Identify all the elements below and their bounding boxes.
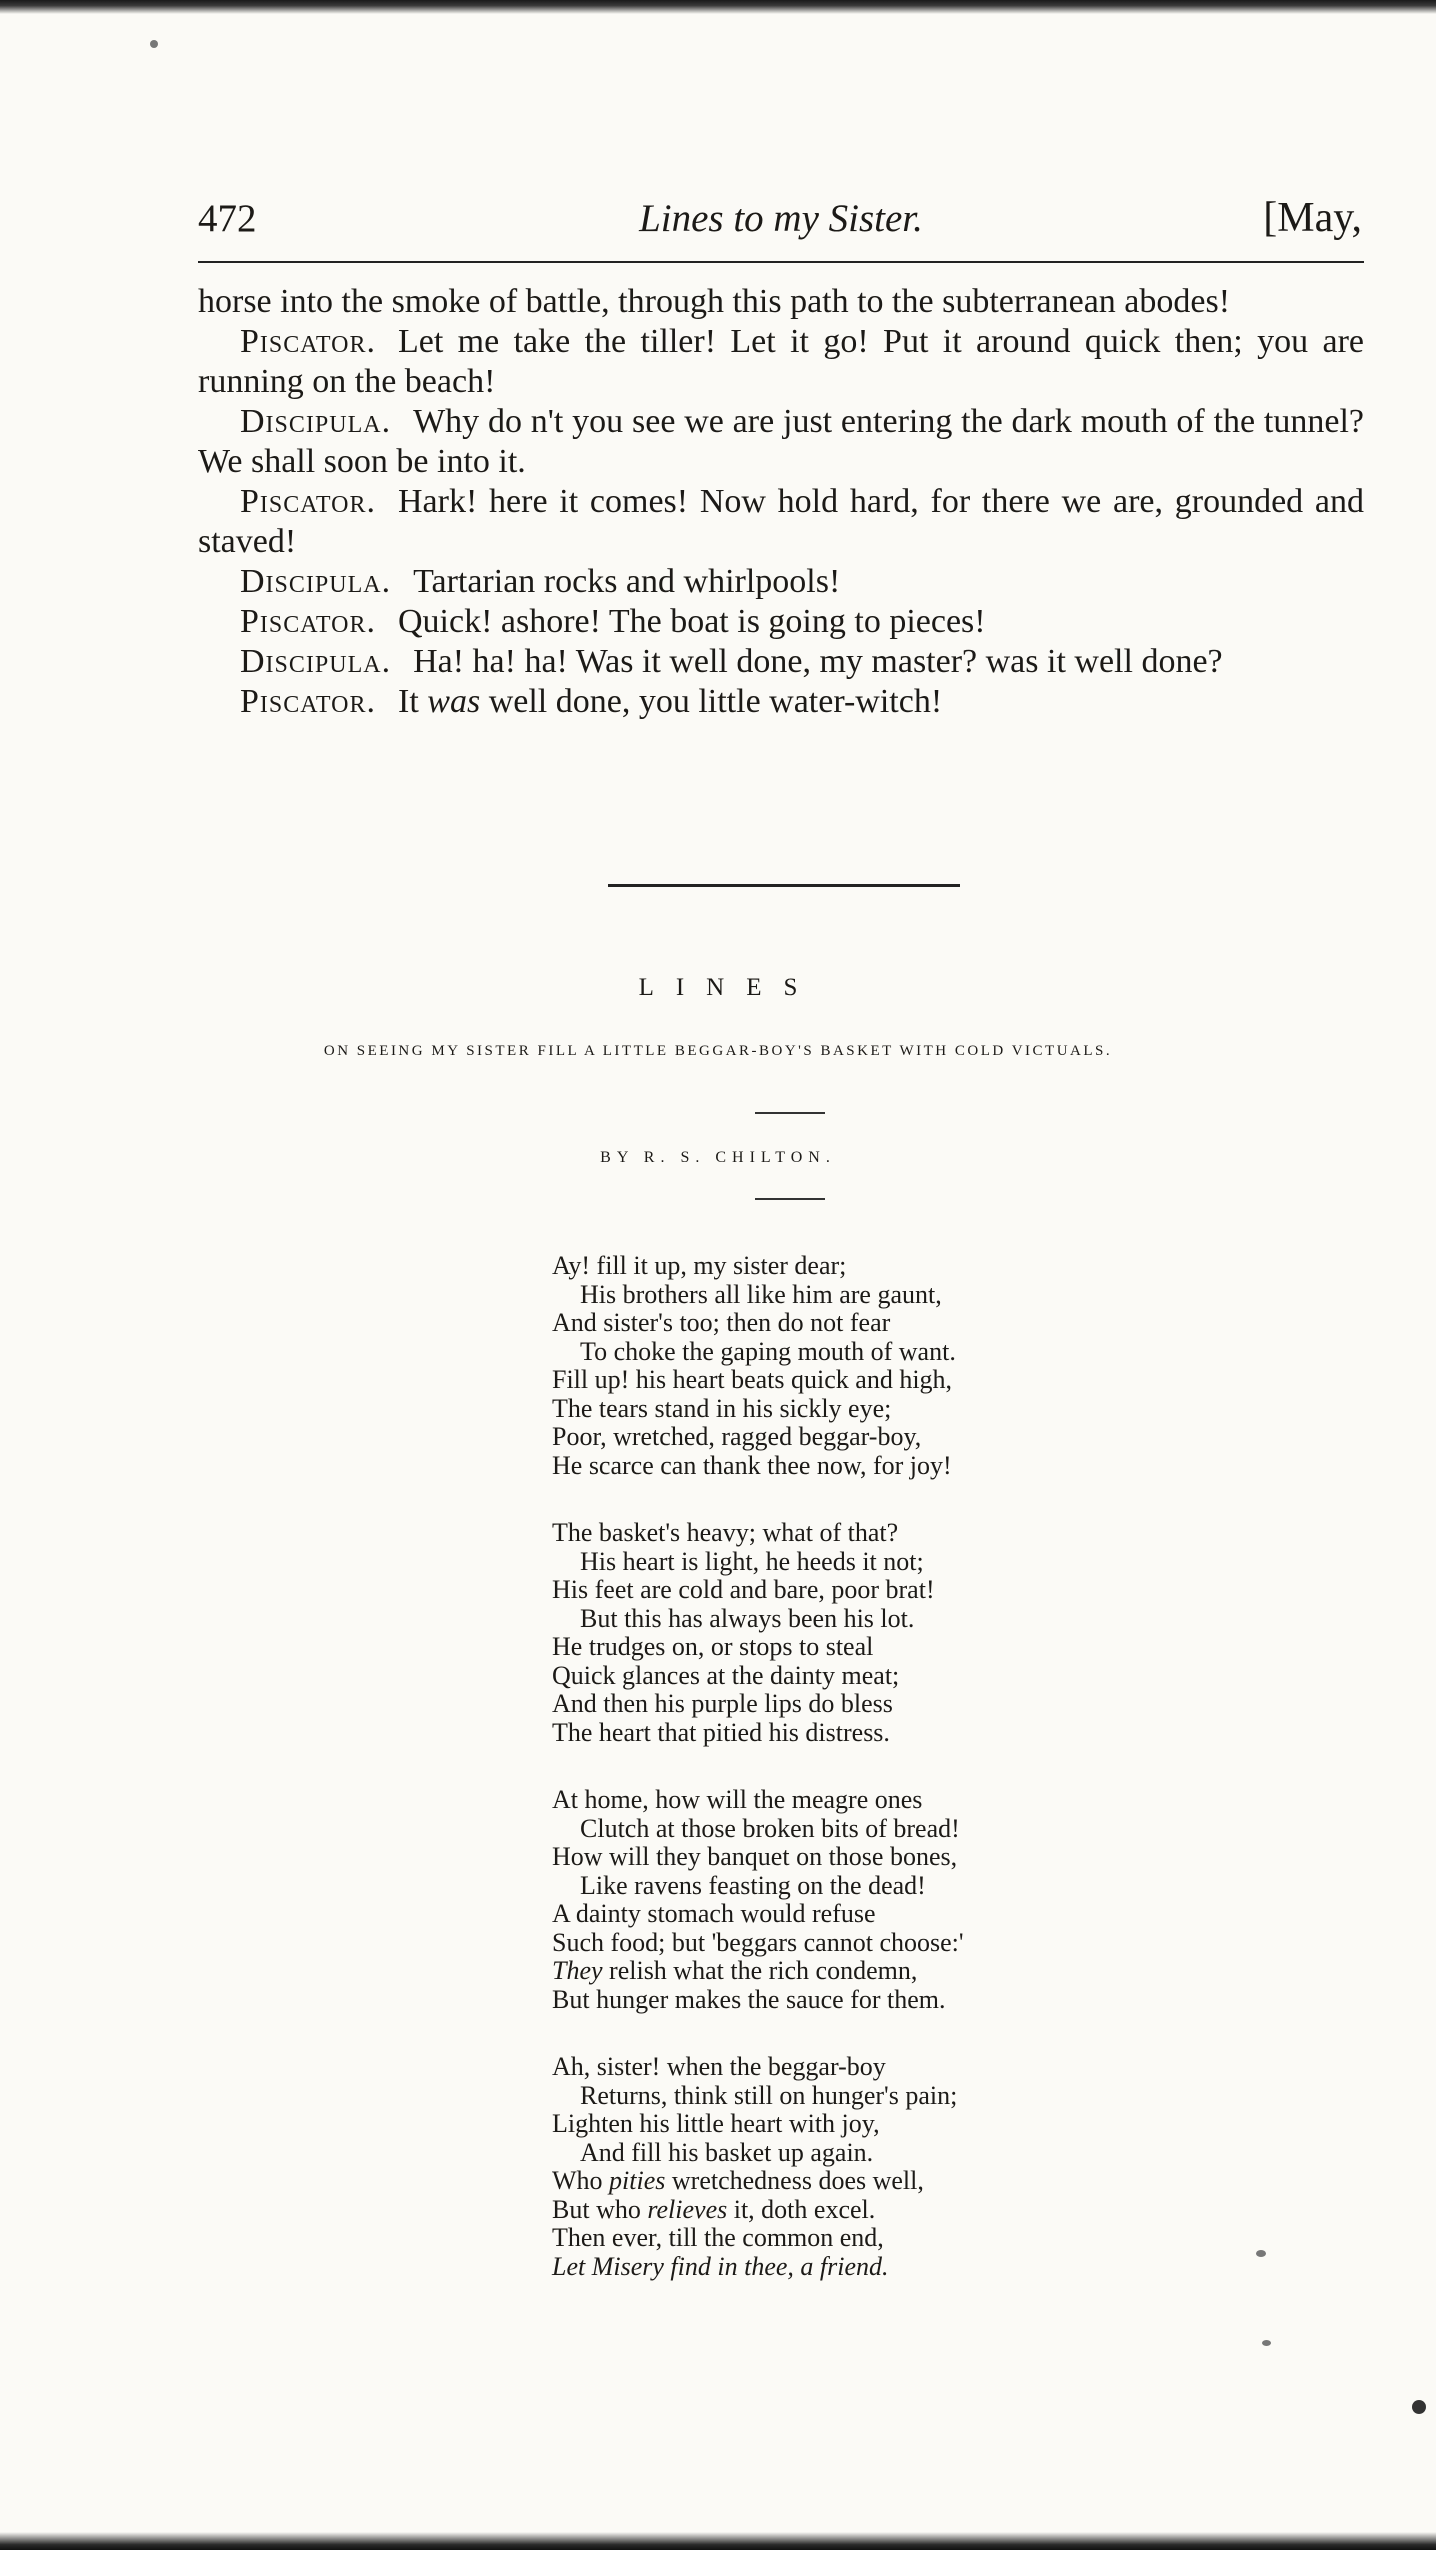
dialogue-text	[198, 282, 1364, 722]
poem-line-text: it, doth excel.	[727, 2194, 876, 2224]
dialogue-paragraph	[198, 282, 1364, 322]
dialogue-text-line: Why do n't you see we are just entering the dark mouth of the tunnel? We shall soon be into it.	[198, 403, 1364, 480]
dialogue-text-line: Quick! ashore! The boat is going to pieces!	[398, 603, 986, 640]
poem-line: His heart is light, he heeds it not;	[580, 1546, 924, 1576]
poem-line: To choke the gaping mouth of want.	[580, 1336, 956, 1366]
scan-edge-bottom	[0, 2532, 1436, 2550]
poem-line: He trudges on, or stops to steal	[552, 1632, 874, 1661]
poem-emphasis: They	[552, 1956, 603, 1985]
poem-line: The heart that pitied his distress.	[552, 1717, 890, 1747]
poem-line: Let Misery find in thee, a friend.	[552, 2251, 889, 2281]
short-rule	[755, 1112, 825, 1114]
poem-emphasis: relieves	[647, 2194, 728, 2224]
speaker-name: Piscator.	[240, 603, 376, 640]
short-rule	[755, 1198, 825, 1200]
section-divider	[608, 884, 960, 887]
poem-byline: BY R. S. CHILTON.	[600, 1149, 836, 1166]
poem-line: Such food; but 'beggars cannot choose:'	[552, 1927, 964, 1957]
poem-line-text: Who	[552, 2166, 610, 2195]
poem-emphasis: pities	[609, 2166, 666, 2195]
poem-stanza	[552, 2053, 1192, 2281]
dialogue-text-line: horse into the smoke of battle, through this path to the subterranean abodes!	[198, 283, 1231, 320]
header-rule	[198, 261, 1364, 263]
poem-line-text: But who	[552, 2194, 648, 2224]
speaker-name: Discipula.	[240, 403, 392, 440]
dialogue-emphasis: was	[427, 683, 481, 720]
poem-line: The tears stand in his sickly eye;	[552, 1393, 892, 1423]
page-number: 472	[198, 197, 257, 240]
dialogue-text-line: well done, you little water-witch!	[488, 683, 943, 720]
poem-line: He scarce can thank thee now, for joy!	[552, 1450, 952, 1480]
poem-stanza	[552, 1519, 1192, 1747]
scan-edge-top	[0, 0, 1436, 14]
poem-line: Like ravens feasting on the dead!	[580, 1870, 926, 1900]
poem-line: Returns, think still on hunger's pain;	[580, 2080, 958, 2110]
poem-line: Clutch at those broken bits of bread!	[580, 1813, 960, 1843]
poem-line: Lighten his little heart with joy,	[552, 2109, 880, 2138]
speaker-name: Piscator.	[240, 483, 376, 520]
running-title: Lines to my Sister.	[639, 197, 923, 240]
dialogue-paragraph	[198, 642, 1364, 682]
scan-speck	[1412, 2400, 1426, 2414]
poem-line: But this has always been his lot.	[580, 1603, 915, 1633]
running-date: [May,	[1263, 195, 1362, 241]
poem-line	[552, 2167, 1192, 2196]
poem-subtitle: ON SEEING MY SISTER FILL A LITTLE BEGGAR-BOY'S BASKET WITH COLD VICTUALS.	[323, 1043, 1113, 1059]
poem-line-text: wretchedness does well,	[665, 2166, 924, 2195]
page-header	[198, 186, 1364, 256]
poem-line: His brothers all like him are gaunt,	[580, 1279, 942, 1309]
dialogue-text-line: Tartarian rocks and whirlpools!	[413, 563, 841, 600]
dialogue-paragraph	[198, 562, 1364, 602]
poem-line: And sister's too; then do not fear	[552, 1308, 891, 1337]
dialogue-text-line: Ha! ha! ha! Was it well done, my master? was it well done?	[413, 643, 1223, 680]
poem-line: Ay! fill it up, my sister dear;	[552, 1251, 847, 1280]
poem-line: But hunger makes the sauce for them.	[552, 1984, 946, 2014]
poem-line: The basket's heavy; what of that?	[552, 1518, 899, 1547]
scan-speck	[1262, 2340, 1271, 2346]
poem-line: Quick glances at the dainty meat;	[552, 1660, 900, 1690]
poem-line: How will they banquet on those bones,	[552, 1842, 958, 1871]
dialogue-paragraph	[198, 602, 1364, 642]
poem-line: A dainty stomach would refuse	[552, 1899, 876, 1928]
speaker-name: Piscator.	[240, 323, 376, 360]
poem-line-text: relish what the rich condemn,	[602, 1956, 918, 1985]
speaker-name: Piscator.	[240, 683, 376, 720]
speaker-name: Discipula.	[240, 643, 392, 680]
poem-body	[552, 1252, 1192, 2320]
dialogue-text-line: Hark! here it comes! Now hold hard, for there we are, grounded and staved!	[198, 483, 1364, 560]
poem-line: And then his purple lips do bless	[552, 1689, 893, 1718]
poem-stanza	[552, 1252, 1192, 1480]
poem-line: Poor, wretched, ragged beggar-boy,	[552, 1422, 922, 1451]
poem-line: Ah, sister! when the beggar-boy	[552, 2052, 886, 2081]
dialogue-text-line: Let me take the tiller! Let it go! Put it around quick then; you are running on the beach!	[198, 323, 1364, 400]
poem-stanza	[552, 1786, 1192, 2014]
dialogue-paragraph	[198, 482, 1364, 562]
scan-speck	[150, 40, 158, 48]
dialogue-paragraph	[198, 322, 1364, 402]
dialogue-paragraph	[198, 402, 1364, 482]
poem-line: And fill his basket up again.	[580, 2137, 874, 2167]
scan-speck	[1256, 2250, 1266, 2257]
speaker-name: Discipula.	[240, 563, 392, 600]
poem-line: His feet are cold and bare, poor brat!	[552, 1575, 935, 1604]
poem-line	[552, 2196, 1192, 2225]
dialogue-paragraph	[198, 682, 1364, 722]
poem-line: Then ever, till the common end,	[552, 2223, 884, 2252]
poem-line: Fill up! his heart beats quick and high,	[552, 1365, 953, 1394]
poem-title: LINES	[638, 974, 820, 1001]
dialogue-text-line: It	[398, 683, 419, 720]
poem-line	[552, 1957, 1192, 1986]
poem-line: At home, how will the meagre ones	[552, 1785, 923, 1814]
